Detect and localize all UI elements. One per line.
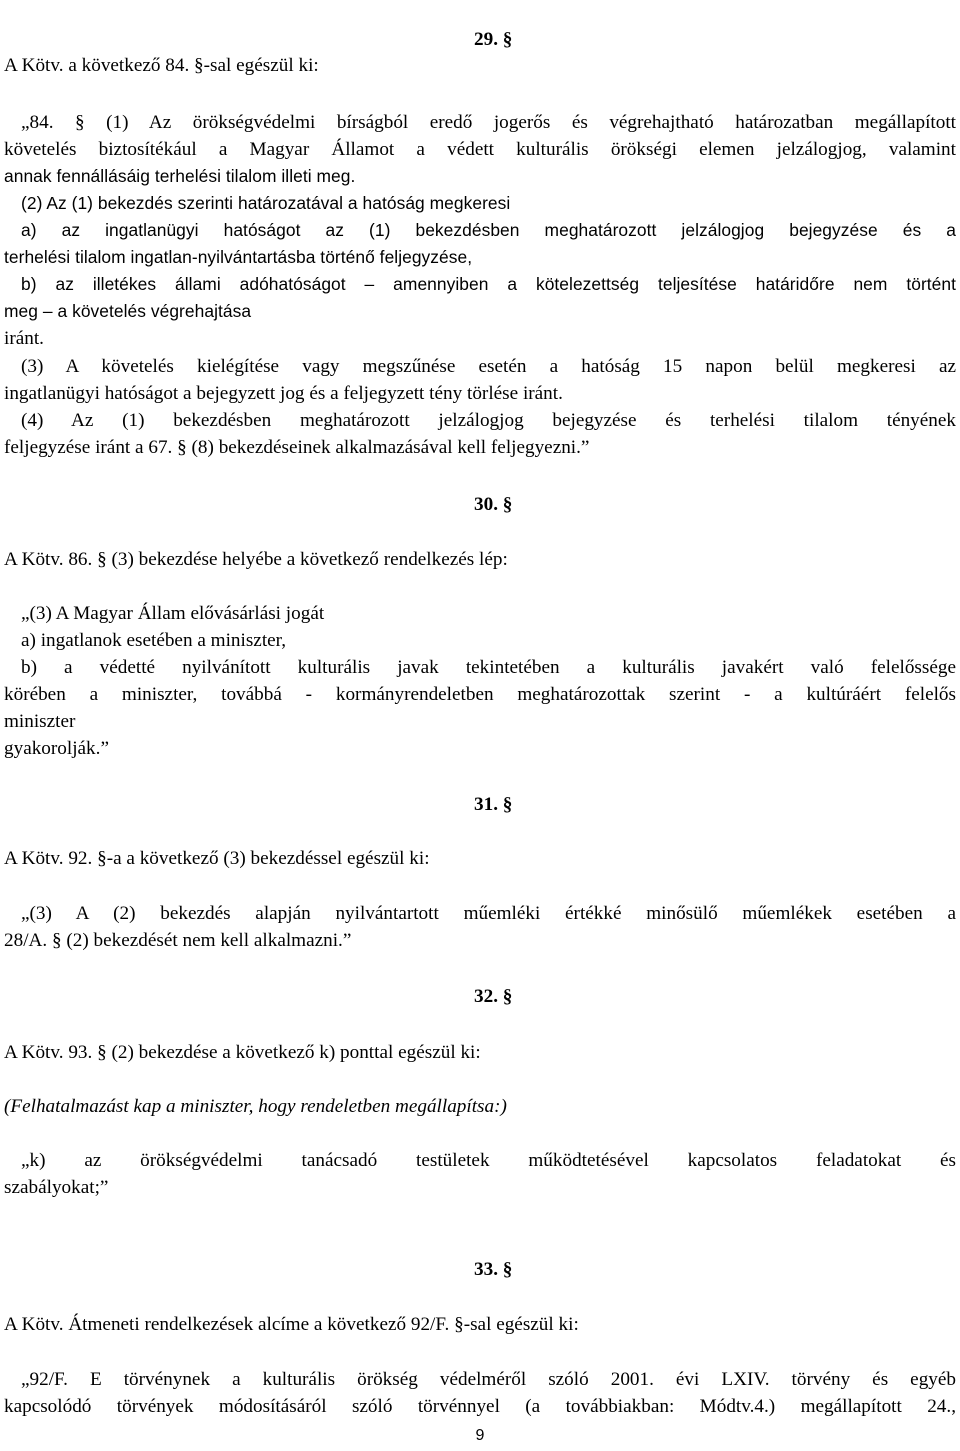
section-29-para2b-line3: iránt.: [4, 328, 44, 349]
section-30-line5: miniszter: [4, 711, 76, 732]
section-29-intro: A Kötv. a következő 84. §-sal egészül ki:: [4, 55, 319, 76]
section-32-intro: A Kötv. 93. § (2) bekezdése a következő k) ponttal egészül ki:: [4, 1042, 481, 1063]
section-heading-32: 32. §: [474, 986, 513, 1007]
section-heading-31: 31. §: [474, 794, 513, 815]
section-30-line2: a) ingatlanok esetében a miniszter,: [21, 630, 287, 651]
section-29-para2-line1: (2) Az (1) bekezdés szerinti határozatával a hatóság megkeresi: [21, 193, 511, 213]
section-32-line1: „k) az örökségvédelmi tanácsadó testületek működtetésével kapcsolatos feladatokat és: [21, 1150, 956, 1171]
section-30-line6: gyakorolják.”: [4, 738, 109, 759]
section-29-para4-line1: (4) Az (1) bekezdésben meghatározott jelzálogjog bejegyzése és terhelési tilalom tényének: [21, 410, 956, 431]
section-29-para2a-line2: terhelési tilalom ingatlan-nyilvántartásba történő feljegyzése,: [4, 247, 473, 267]
section-29-para1-line2: követelés biztosítékául a Magyar Államot a védett kulturális örökségi elemen jelzálogjog, valamint: [4, 139, 956, 160]
section-32-italic-line: (Felhatalmazást kap a miniszter, hogy rendeletben megállapítsa:): [4, 1096, 507, 1117]
section-29-para3-line1: (3) A követelés kielégítése vagy megszűnése esetén a hatóság 15 napon belül megkeresi az: [21, 356, 956, 377]
section-heading-33: 33. §: [474, 1259, 513, 1280]
section-29-para2b-line1: b) az illetékes állami adóhatóságot – amennyiben a kötelezettség teljesítése határidőre nem történt: [21, 274, 956, 294]
section-31-line1: „(3) A (2) bekezdés alapján nyilvántartott műemléki értékké minősülő műemlékek esetében a: [21, 903, 956, 924]
section-29-para2b-line2: meg – a követelés végrehajtása: [4, 301, 252, 321]
section-29-para1-line1: „84. § (1) Az örökségvédelmi bírságból eredő jogerős és végrehajtható határozatban megállapított: [21, 112, 956, 133]
section-30-line1: „(3) A Magyar Állam elővásárlási jogát: [21, 603, 325, 624]
section-32-line2: szabályokat;”: [4, 1177, 109, 1198]
section-33-intro: A Kötv. Átmeneti rendelkezések alcíme a következő 92/F. §-sal egészül ki:: [4, 1314, 579, 1335]
section-29-para4-line2: feljegyzése iránt a 67. § (8) bekezdéseinek alkalmazásával kell feljegyezni.”: [4, 437, 590, 458]
section-30-line3: b) a védetté nyilvánított kulturális javak tekintetében a kulturális javakért való felelőssége: [21, 657, 956, 678]
page-number: 9: [475, 1427, 485, 1444]
section-33-line1: „92/F. E törvénynek a kulturális örökség védelméről szóló 2001. évi LXIV. törvény és egyéb: [21, 1369, 956, 1390]
section-30-line4: körében a miniszter, továbbá - kormányrendeletben meghatározottak szerint - a kultúráért felelős: [4, 684, 956, 705]
section-29-para2a-line1: a) az ingatlanügyi hatóságot az (1) bekezdésben meghatározott jelzálogjog bejegyzése és a: [21, 220, 956, 240]
section-29-para3-line2: ingatlanügyi hatóságot a bejegyzett jog és a feljegyzett tény törlése iránt.: [4, 383, 563, 404]
section-31-line2: 28/A. § (2) bekezdését nem kell alkalmazni.”: [4, 930, 352, 951]
section-30-intro: A Kötv. 86. § (3) bekezdése helyébe a következő rendelkezés lép:: [4, 549, 508, 570]
section-33-line2: kapcsolódó törvények módosításáról szóló törvénnyel (a továbbiakban: Módtv.4.) megállapított 24.,: [4, 1396, 956, 1417]
section-heading-29: 29. §: [474, 29, 513, 50]
section-heading-30: 30. §: [474, 494, 513, 515]
section-29-para1-line3: annak fennállásáig terhelési tilalom illeti meg.: [4, 166, 356, 186]
section-31-intro: A Kötv. 92. §-a a következő (3) bekezdéssel egészül ki:: [4, 848, 430, 869]
